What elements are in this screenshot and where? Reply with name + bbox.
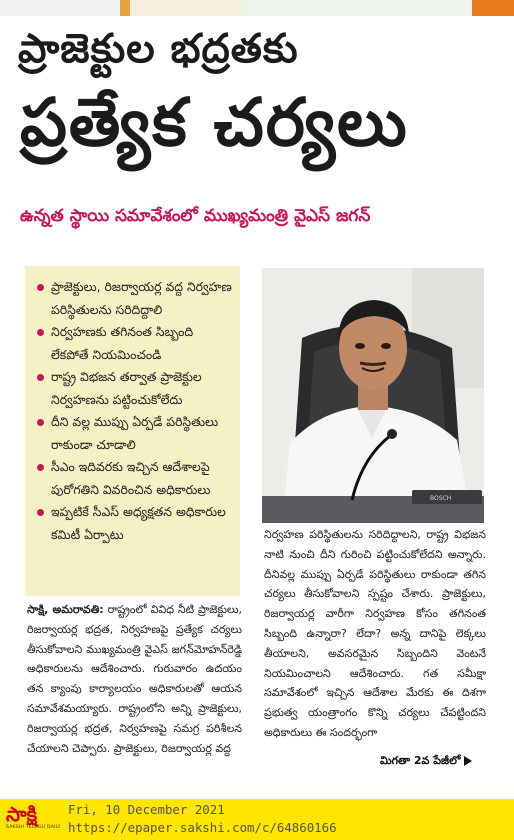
strip-segment xyxy=(120,0,130,16)
epaper-link[interactable]: https://epaper.sakshi.com/c/64860166 xyxy=(68,820,337,835)
strip-segment xyxy=(130,0,242,16)
top-strip xyxy=(0,0,514,18)
highlight-item: సీఎం ఇదివరకు ఇచ్చిన ఆదేశాలపై పురోగతిని వివరించిన అధికారులు xyxy=(37,456,234,501)
bullet-icon xyxy=(37,509,44,516)
highlight-item: రాష్ట్ర విభజన తర్వాత ప్రాజెక్టుల నిర్వహణను పట్టించుకోలేదు xyxy=(37,366,234,411)
publication-date: Fri, 10 December 2021 xyxy=(68,802,225,817)
body-text: రాష్ట్రంలో వివిధ నీటి ప్రాజెక్టులు, రిజర్వాయర్ల భద్రత, నిర్వహణపై ప్రత్యేక చర్యలు తీసుకోవాలని ముఖ్యమంత్రి వైఎస్ జగన్‌మోహన్‌రెడ్డి అధికారులను ఆదేశించారు. గురువారం ఉదయం తన క్యాంపు కార్యాలయం అధికారులతో ఆయన సమావేశమయ్యారు. రాష్ట్రంలోని అన్ని ప్రాజెక్టులు, రిజర్వాయర్ల భద్రత, నిర్వహణపై సమగ్ర పరిశీలన చేయాలని చెప్పారు. ప్రాజెక్టులు, రిజర్వాయర్ల వద్ద xyxy=(27,603,242,755)
strip-segment xyxy=(242,0,472,16)
microphone-brand-label: BOSCH xyxy=(430,495,452,502)
highlight-item: ఇప్పటికే సీఎస్ అధ్యక్షతన అధికారుల కమిటీ ఏర్పాటు xyxy=(37,501,234,546)
bullet-icon xyxy=(37,329,44,336)
article-body-right xyxy=(264,525,486,743)
portrait-illustration xyxy=(262,268,484,523)
bullet-icon xyxy=(37,419,44,426)
bullet-icon xyxy=(37,464,44,471)
epaper-footer xyxy=(0,799,514,840)
chief-minister-photo xyxy=(262,268,484,523)
logo-tagline: SAKSHI TELUGU DAILY xyxy=(6,825,61,830)
strip-segment xyxy=(0,0,120,16)
bullet-icon xyxy=(37,374,44,381)
dateline: సాక్షి, అమరావతి: xyxy=(27,603,104,616)
bullet-icon xyxy=(37,284,44,291)
article-body-left xyxy=(27,600,242,758)
highlight-item: ప్రాజెక్టులు, రిజర్వాయర్ల వద్ద నిర్వహణ పరిస్థితులను సరిదిద్దాలి xyxy=(37,276,234,321)
highlight-item: నిర్వహణకు తగినంత సిబ్బంది లేకపోతే నియమించండి xyxy=(37,321,234,366)
play-arrow-icon xyxy=(464,756,472,766)
strip-segment xyxy=(472,0,514,16)
continued-on-page-2[interactable]: మిగతా 2వ పేజీలో xyxy=(380,754,472,770)
body-text: నిర్వహణ పరిస్థితులను సరిదిద్దాలని, రాష్ట్ర విభజన నాటి నుంచి దీని గురించి పట్టించుకోలేదని అన్నారు. దీనివల్ల ముప్పు ఏర్పడే పరిస్థితులు రాకుండా తగిన చర్యలు తీసుకోవాలని స్పష్టం చేశారు. ప్రాజెక్టులు, రిజర్వాయర్ల వారీగా నిర్వహణ కోసం తగినంత సిబ్బంది ఉన్నారా? లేదా? అన్న దానిపై లెక్కలు తీయాలని, అవసరమైన సిబ్బందిని వెంటనే నియమించాలని ఆదేశించారు. గత సమీక్షా సమావేశంలో ఇచ్చిన ఆదేశాల మేరకు ఈ దిశగా ప్రభుత్వ యంత్రాంగం కొన్ని చర్యలు చేపట్టిందని అధికారులు ఈ సందర్భంగా xyxy=(264,528,486,739)
headline-line-2: ప్రత్యేక చర్యలు xyxy=(20,84,409,161)
sakshi-logo[interactable] xyxy=(6,802,61,836)
logo-mark: సాక్షి xyxy=(6,802,38,826)
headline-line-1: ప్రాజెక్టుల భద్రతకు xyxy=(18,26,299,72)
highlights-box xyxy=(25,266,240,596)
highlight-item: దీని వల్ల ముప్పు ఏర్పడే పరిస్థితులు రాకుండా చూడాలి xyxy=(37,411,234,456)
subheadline: ఉన్నత స్థాయి సమావేశంలో ముఖ్యమంత్రి వైఎస్ జగన్ xyxy=(20,206,371,226)
